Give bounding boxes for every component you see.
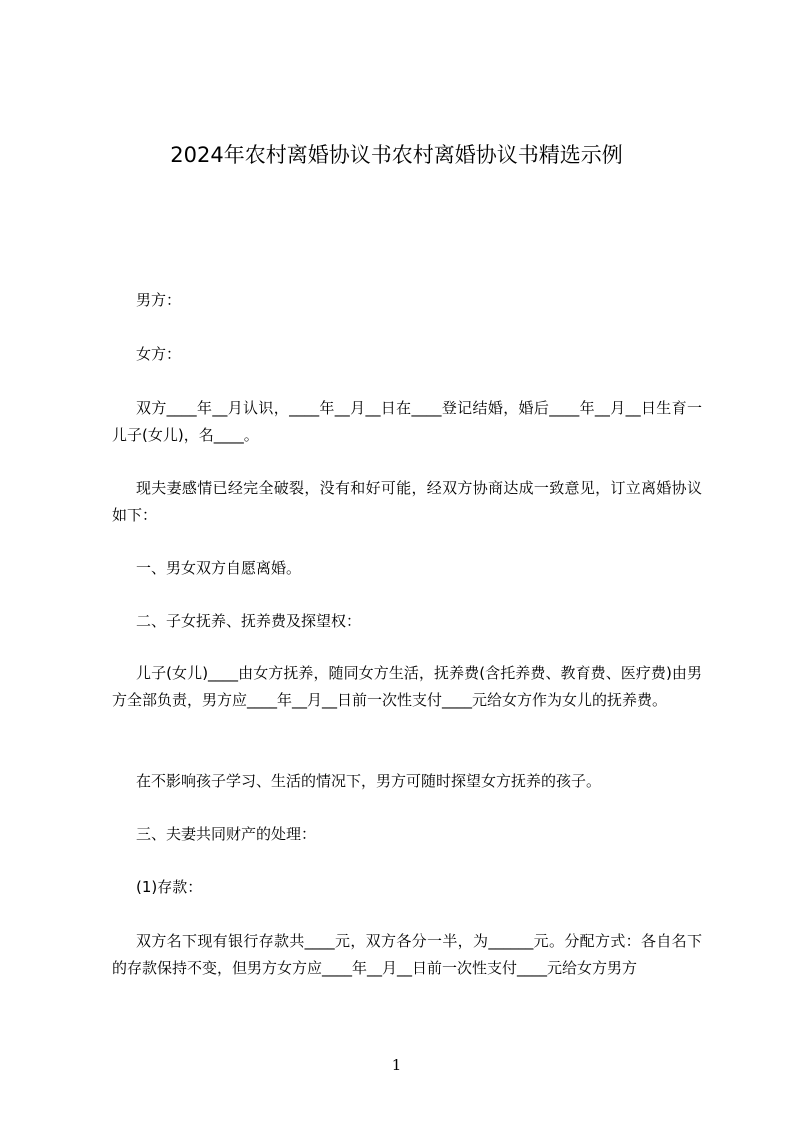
paragraph-clause-2-heading: 二、子女抚养、抚养费及探望权： [136, 612, 362, 630]
paragraph-male-party: 男方： [136, 291, 182, 309]
paragraph-clause-3-heading: 三、夫妻共同财产的处理： [136, 825, 317, 843]
paragraph-agreement-intro: 现夫妻感情已经完全破裂，没有和好可能，经双方协商达成一致意见，订立离婚协议如下： [112, 479, 702, 524]
paragraph-female-party: 女方： [136, 345, 182, 363]
paragraph-child-support: 儿子(女儿)____由女方抚养，随同女方生活，抚养费(含托养费、教育费、医疗费)由男方全部负责，男方应____年__月__日前一次性支付____元给女方作为女儿的抚养费。 [112, 664, 702, 709]
page-number: 1 [391, 1056, 402, 1074]
document-title: 2024年农村离婚协议书农村离婚协议书精选示例 [170, 143, 623, 167]
paragraph-deposits-detail: 双方名下现有银行存款共____元，双方各分一半，为______元。分配方式：各自名下的存款保持不变，但男方女方应____年__月__日前一次性支付____元给女方男方 [112, 932, 702, 977]
paragraph-visitation: 在不影响孩子学习、生活的情况下，男方可随时探望女方抚养的孩子。 [136, 772, 602, 790]
paragraph-deposits-heading: (1)存款： [136, 878, 203, 896]
paragraph-marriage-info: 双方____年__月认识，____年__月__日在____登记结婚，婚后____年__月__日生育一儿子(女儿)，名____。 [112, 399, 702, 444]
paragraph-clause-1: 一、男女双方自愿离婚。 [136, 559, 302, 577]
